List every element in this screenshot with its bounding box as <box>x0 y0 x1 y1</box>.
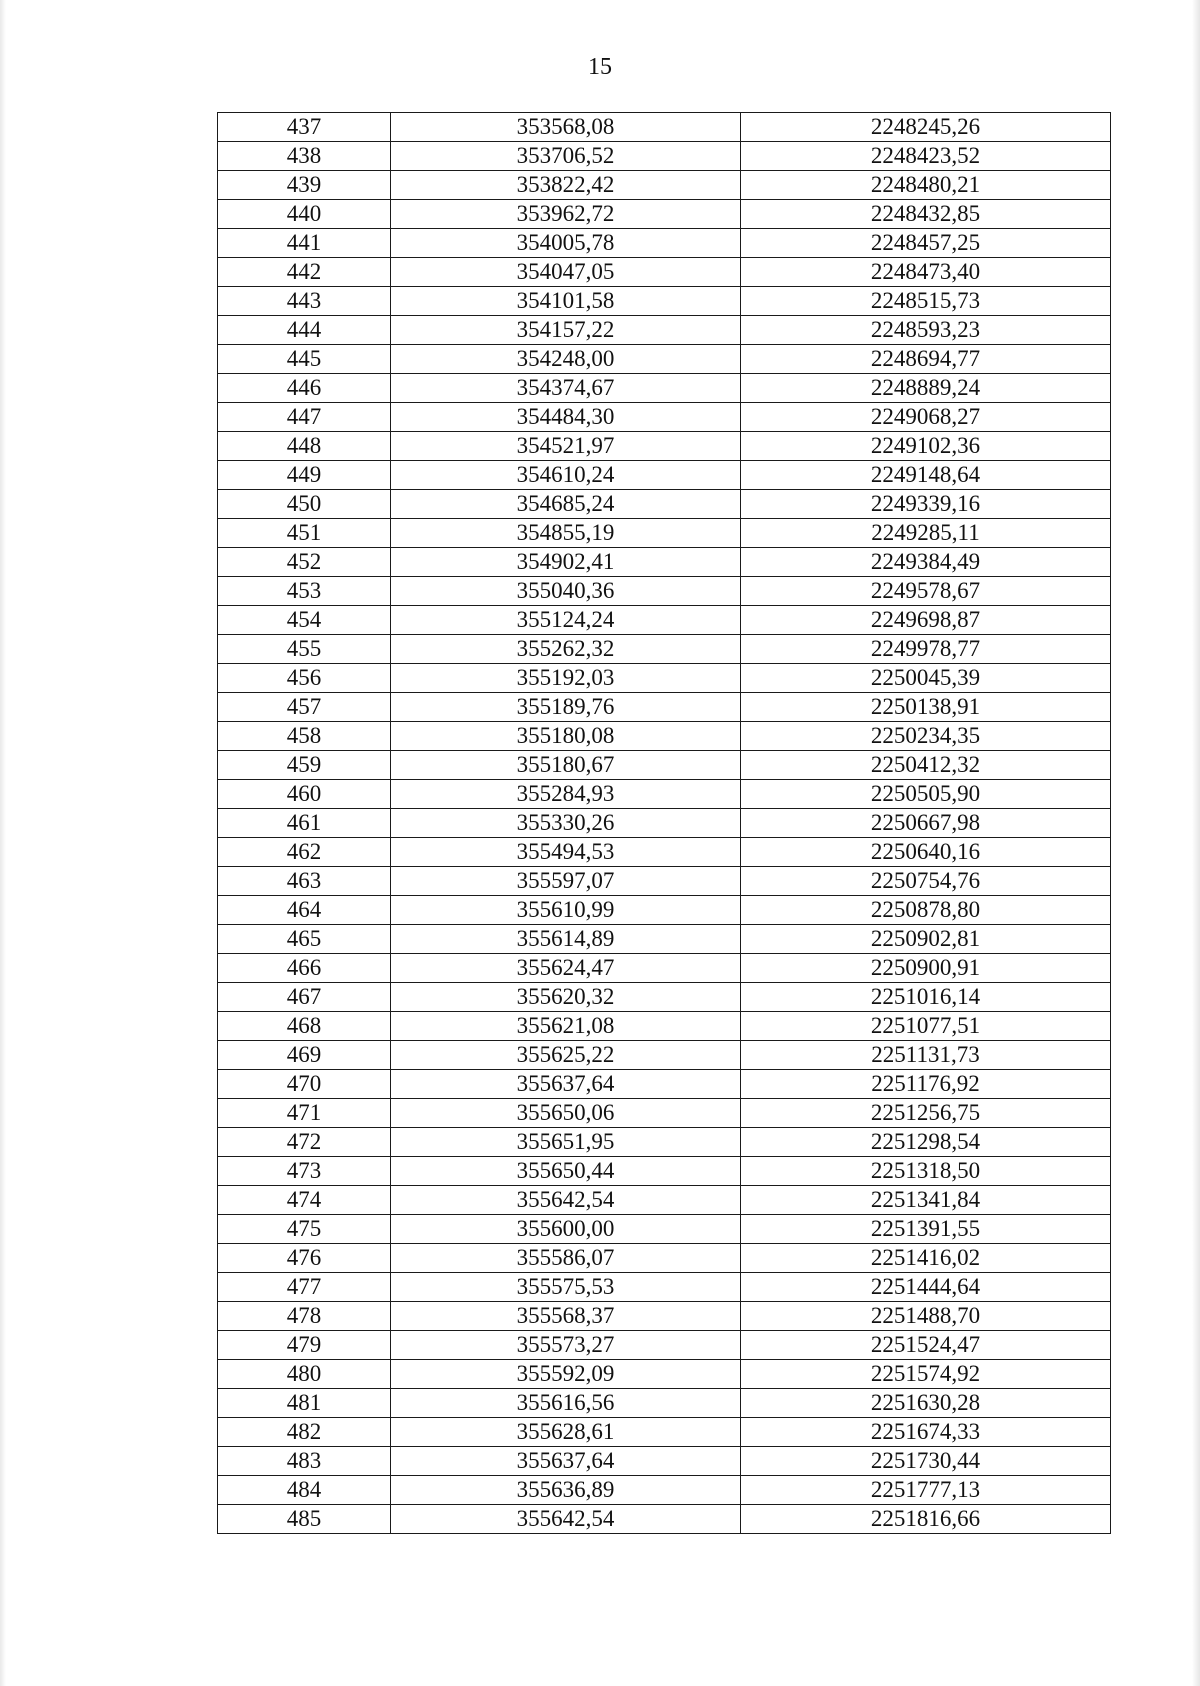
point-number-cell: 484 <box>218 1476 391 1505</box>
x-coordinate-cell: 355625,22 <box>391 1041 741 1070</box>
coordinates-table <box>217 112 1111 1534</box>
point-number-cell: 470 <box>218 1070 391 1099</box>
y-coordinate-cell: 2249698,87 <box>741 606 1111 635</box>
x-coordinate-cell: 355624,47 <box>391 954 741 983</box>
x-coordinate-cell: 355616,56 <box>391 1389 741 1418</box>
point-number-cell: 439 <box>218 171 391 200</box>
y-coordinate-cell: 2249578,67 <box>741 577 1111 606</box>
y-coordinate-cell: 2248593,23 <box>741 316 1111 345</box>
x-coordinate-cell: 355124,24 <box>391 606 741 635</box>
y-coordinate-cell: 2251777,13 <box>741 1476 1111 1505</box>
x-coordinate-cell: 355597,07 <box>391 867 741 896</box>
table-row <box>218 345 1111 374</box>
x-coordinate-cell: 354902,41 <box>391 548 741 577</box>
x-coordinate-cell: 355636,89 <box>391 1476 741 1505</box>
point-number-cell: 464 <box>218 896 391 925</box>
table-row <box>218 635 1111 664</box>
x-coordinate-cell: 354005,78 <box>391 229 741 258</box>
y-coordinate-cell: 2248432,85 <box>741 200 1111 229</box>
point-number-cell: 480 <box>218 1360 391 1389</box>
point-number-cell: 455 <box>218 635 391 664</box>
point-number-cell: 478 <box>218 1302 391 1331</box>
x-coordinate-cell: 354047,05 <box>391 258 741 287</box>
x-coordinate-cell: 355620,32 <box>391 983 741 1012</box>
table-row <box>218 142 1111 171</box>
y-coordinate-cell: 2251816,66 <box>741 1505 1111 1534</box>
table-row <box>218 1273 1111 1302</box>
scan-edge-left <box>0 0 6 1686</box>
table-row <box>218 722 1111 751</box>
point-number-cell: 482 <box>218 1418 391 1447</box>
x-coordinate-cell: 355651,95 <box>391 1128 741 1157</box>
y-coordinate-cell: 2248245,26 <box>741 113 1111 142</box>
point-number-cell: 445 <box>218 345 391 374</box>
point-number-cell: 438 <box>218 142 391 171</box>
x-coordinate-cell: 355637,64 <box>391 1070 741 1099</box>
point-number-cell: 460 <box>218 780 391 809</box>
table-row <box>218 287 1111 316</box>
point-number-cell: 443 <box>218 287 391 316</box>
table-row <box>218 664 1111 693</box>
point-number-cell: 457 <box>218 693 391 722</box>
table-row <box>218 1012 1111 1041</box>
y-coordinate-cell: 2251730,44 <box>741 1447 1111 1476</box>
x-coordinate-cell: 355628,61 <box>391 1418 741 1447</box>
y-coordinate-cell: 2251416,02 <box>741 1244 1111 1273</box>
table-row <box>218 316 1111 345</box>
point-number-cell: 471 <box>218 1099 391 1128</box>
x-coordinate-cell: 355494,53 <box>391 838 741 867</box>
table-row <box>218 577 1111 606</box>
y-coordinate-cell: 2251318,50 <box>741 1157 1111 1186</box>
y-coordinate-cell: 2251488,70 <box>741 1302 1111 1331</box>
point-number-cell: 446 <box>218 374 391 403</box>
x-coordinate-cell: 355637,64 <box>391 1447 741 1476</box>
x-coordinate-cell: 354374,67 <box>391 374 741 403</box>
point-number-cell: 467 <box>218 983 391 1012</box>
y-coordinate-cell: 2250505,90 <box>741 780 1111 809</box>
x-coordinate-cell: 355180,08 <box>391 722 741 751</box>
y-coordinate-cell: 2250878,80 <box>741 896 1111 925</box>
y-coordinate-cell: 2249148,64 <box>741 461 1111 490</box>
y-coordinate-cell: 2248694,77 <box>741 345 1111 374</box>
point-number-cell: 444 <box>218 316 391 345</box>
point-number-cell: 474 <box>218 1186 391 1215</box>
y-coordinate-cell: 2249102,36 <box>741 432 1111 461</box>
point-number-cell: 441 <box>218 229 391 258</box>
x-coordinate-cell: 355650,44 <box>391 1157 741 1186</box>
table-row <box>218 751 1111 780</box>
x-coordinate-cell: 355610,99 <box>391 896 741 925</box>
table-row <box>218 1505 1111 1534</box>
x-coordinate-cell: 355600,00 <box>391 1215 741 1244</box>
table-row <box>218 1476 1111 1505</box>
y-coordinate-cell: 2249384,49 <box>741 548 1111 577</box>
table-row <box>218 1418 1111 1447</box>
table-row <box>218 113 1111 142</box>
x-coordinate-cell: 354685,24 <box>391 490 741 519</box>
y-coordinate-cell: 2248889,24 <box>741 374 1111 403</box>
x-coordinate-cell: 354610,24 <box>391 461 741 490</box>
point-number-cell: 454 <box>218 606 391 635</box>
table-row <box>218 200 1111 229</box>
table-row <box>218 1041 1111 1070</box>
table-row <box>218 1447 1111 1476</box>
table-row <box>218 490 1111 519</box>
x-coordinate-cell: 353706,52 <box>391 142 741 171</box>
y-coordinate-cell: 2251016,14 <box>741 983 1111 1012</box>
table-row <box>218 1128 1111 1157</box>
point-number-cell: 458 <box>218 722 391 751</box>
point-number-cell: 481 <box>218 1389 391 1418</box>
y-coordinate-cell: 2248515,73 <box>741 287 1111 316</box>
table-row <box>218 374 1111 403</box>
point-number-cell: 437 <box>218 113 391 142</box>
point-number-cell: 453 <box>218 577 391 606</box>
y-coordinate-cell: 2251298,54 <box>741 1128 1111 1157</box>
y-coordinate-cell: 2248423,52 <box>741 142 1111 171</box>
table-row <box>218 1215 1111 1244</box>
x-coordinate-cell: 355586,07 <box>391 1244 741 1273</box>
table-row <box>218 809 1111 838</box>
x-coordinate-cell: 355330,26 <box>391 809 741 838</box>
x-coordinate-cell: 354855,19 <box>391 519 741 548</box>
point-number-cell: 447 <box>218 403 391 432</box>
table-row <box>218 896 1111 925</box>
x-coordinate-cell: 355040,36 <box>391 577 741 606</box>
table-row <box>218 693 1111 722</box>
point-number-cell: 483 <box>218 1447 391 1476</box>
table-row <box>218 1389 1111 1418</box>
point-number-cell: 465 <box>218 925 391 954</box>
y-coordinate-cell: 2251256,75 <box>741 1099 1111 1128</box>
x-coordinate-cell: 354484,30 <box>391 403 741 432</box>
table-row <box>218 867 1111 896</box>
table-row <box>218 229 1111 258</box>
table-row <box>218 461 1111 490</box>
y-coordinate-cell: 2250667,98 <box>741 809 1111 838</box>
x-coordinate-cell: 354521,97 <box>391 432 741 461</box>
y-coordinate-cell: 2251444,64 <box>741 1273 1111 1302</box>
point-number-cell: 477 <box>218 1273 391 1302</box>
point-number-cell: 479 <box>218 1331 391 1360</box>
x-coordinate-cell: 355650,06 <box>391 1099 741 1128</box>
y-coordinate-cell: 2251524,47 <box>741 1331 1111 1360</box>
table-row <box>218 1302 1111 1331</box>
x-coordinate-cell: 354248,00 <box>391 345 741 374</box>
point-number-cell: 452 <box>218 548 391 577</box>
table-row <box>218 519 1111 548</box>
y-coordinate-cell: 2248473,40 <box>741 258 1111 287</box>
y-coordinate-cell: 2250412,32 <box>741 751 1111 780</box>
table-row <box>218 1186 1111 1215</box>
x-coordinate-cell: 355614,89 <box>391 925 741 954</box>
y-coordinate-cell: 2249339,16 <box>741 490 1111 519</box>
table-row <box>218 925 1111 954</box>
table-row <box>218 432 1111 461</box>
page-number: 15 <box>588 54 612 80</box>
point-number-cell: 448 <box>218 432 391 461</box>
x-coordinate-cell: 353568,08 <box>391 113 741 142</box>
y-coordinate-cell: 2250902,81 <box>741 925 1111 954</box>
coordinates-table-body <box>218 113 1111 1534</box>
x-coordinate-cell: 353962,72 <box>391 200 741 229</box>
y-coordinate-cell: 2249068,27 <box>741 403 1111 432</box>
point-number-cell: 472 <box>218 1128 391 1157</box>
x-coordinate-cell: 355189,76 <box>391 693 741 722</box>
scan-edge-right <box>1192 0 1200 1686</box>
point-number-cell: 451 <box>218 519 391 548</box>
y-coordinate-cell: 2251674,33 <box>741 1418 1111 1447</box>
table-row <box>218 1331 1111 1360</box>
table-row <box>218 1070 1111 1099</box>
x-coordinate-cell: 355284,93 <box>391 780 741 809</box>
y-coordinate-cell: 2250754,76 <box>741 867 1111 896</box>
point-number-cell: 440 <box>218 200 391 229</box>
table-row <box>218 983 1111 1012</box>
y-coordinate-cell: 2251630,28 <box>741 1389 1111 1418</box>
point-number-cell: 469 <box>218 1041 391 1070</box>
y-coordinate-cell: 2250900,91 <box>741 954 1111 983</box>
point-number-cell: 449 <box>218 461 391 490</box>
x-coordinate-cell: 355642,54 <box>391 1186 741 1215</box>
x-coordinate-cell: 355575,53 <box>391 1273 741 1302</box>
y-coordinate-cell: 2250234,35 <box>741 722 1111 751</box>
table-row <box>218 954 1111 983</box>
point-number-cell: 473 <box>218 1157 391 1186</box>
point-number-cell: 462 <box>218 838 391 867</box>
table-row <box>218 606 1111 635</box>
point-number-cell: 459 <box>218 751 391 780</box>
table-row <box>218 1244 1111 1273</box>
y-coordinate-cell: 2249978,77 <box>741 635 1111 664</box>
point-number-cell: 442 <box>218 258 391 287</box>
point-number-cell: 461 <box>218 809 391 838</box>
table-row <box>218 548 1111 577</box>
y-coordinate-cell: 2248480,21 <box>741 171 1111 200</box>
point-number-cell: 476 <box>218 1244 391 1273</box>
point-number-cell: 456 <box>218 664 391 693</box>
y-coordinate-cell: 2251574,92 <box>741 1360 1111 1389</box>
x-coordinate-cell: 355573,27 <box>391 1331 741 1360</box>
point-number-cell: 468 <box>218 1012 391 1041</box>
table-row <box>218 258 1111 287</box>
x-coordinate-cell: 353822,42 <box>391 171 741 200</box>
y-coordinate-cell: 2251341,84 <box>741 1186 1111 1215</box>
x-coordinate-cell: 355192,03 <box>391 664 741 693</box>
x-coordinate-cell: 354101,58 <box>391 287 741 316</box>
y-coordinate-cell: 2249285,11 <box>741 519 1111 548</box>
x-coordinate-cell: 355592,09 <box>391 1360 741 1389</box>
x-coordinate-cell: 355262,32 <box>391 635 741 664</box>
point-number-cell: 450 <box>218 490 391 519</box>
table-row <box>218 171 1111 200</box>
x-coordinate-cell: 354157,22 <box>391 316 741 345</box>
point-number-cell: 463 <box>218 867 391 896</box>
y-coordinate-cell: 2251391,55 <box>741 1215 1111 1244</box>
table-row <box>218 780 1111 809</box>
y-coordinate-cell: 2250640,16 <box>741 838 1111 867</box>
y-coordinate-cell: 2250138,91 <box>741 693 1111 722</box>
table-row <box>218 403 1111 432</box>
x-coordinate-cell: 355621,08 <box>391 1012 741 1041</box>
point-number-cell: 485 <box>218 1505 391 1534</box>
table-row <box>218 1360 1111 1389</box>
y-coordinate-cell: 2248457,25 <box>741 229 1111 258</box>
x-coordinate-cell: 355180,67 <box>391 751 741 780</box>
x-coordinate-cell: 355568,37 <box>391 1302 741 1331</box>
y-coordinate-cell: 2251176,92 <box>741 1070 1111 1099</box>
point-number-cell: 466 <box>218 954 391 983</box>
x-coordinate-cell: 355642,54 <box>391 1505 741 1534</box>
y-coordinate-cell: 2250045,39 <box>741 664 1111 693</box>
y-coordinate-cell: 2251077,51 <box>741 1012 1111 1041</box>
table-row <box>218 838 1111 867</box>
table-row <box>218 1157 1111 1186</box>
point-number-cell: 475 <box>218 1215 391 1244</box>
y-coordinate-cell: 2251131,73 <box>741 1041 1111 1070</box>
table-row <box>218 1099 1111 1128</box>
